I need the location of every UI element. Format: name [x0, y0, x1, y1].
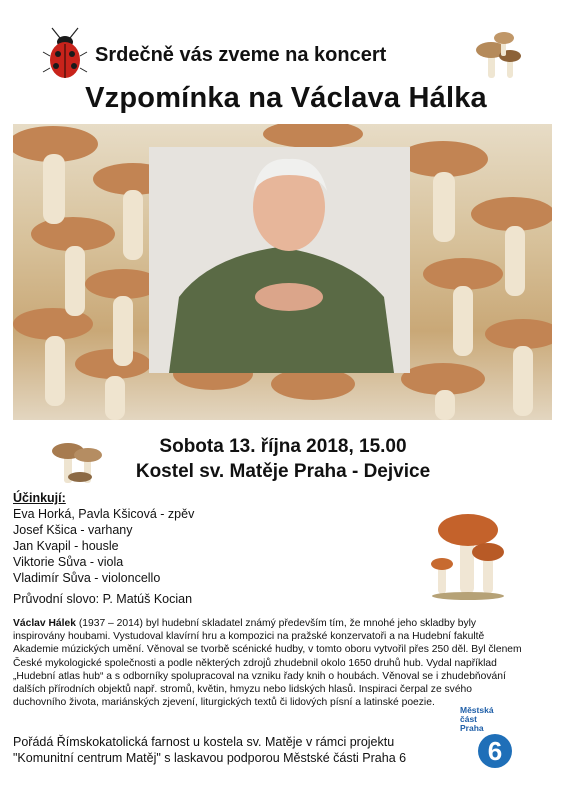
praha6-logo: [460, 706, 515, 770]
portrait-photo: [149, 147, 410, 373]
ladybug-icon: [40, 26, 92, 82]
performers-block: [13, 490, 313, 586]
event-info: [0, 436, 566, 483]
mushroom-icon: [428, 500, 508, 600]
performers-heading: Účinkují:: [13, 491, 66, 505]
logo-number: 6: [478, 734, 512, 768]
footer-line: "Komunitní centrum Matěj" s laskavou podporou Městské části Praha 6: [13, 751, 407, 765]
event-date: Sobota 13. října 2018, 15.00: [159, 436, 407, 457]
performer-item: Vladimír Sůva - violoncello: [13, 571, 161, 585]
concert-title: Vzpomínka na Václava Hálka: [85, 82, 487, 114]
biography-text: [13, 617, 528, 709]
performer-item: Viktorie Sůva - viola: [13, 555, 124, 569]
logo-line: část: [460, 714, 478, 724]
event-place: Kostel sv. Matěje Praha - Dejvice: [135, 461, 431, 482]
bio-name: Václav Hálek: [13, 618, 76, 629]
performer-item: Jan Kvapil - housle: [13, 539, 119, 553]
invitation-subtitle: Srdečně vás zveme na koncert: [95, 44, 387, 66]
logo-line: Praha: [460, 723, 484, 733]
intro-speaker: Průvodní slovo: P. Matúš Kocian: [13, 592, 193, 606]
performer-item: Josef Kšica - varhany: [13, 523, 133, 537]
bio-body: (1937 – 2014) byl hudební skladatel známý především tím, že mnohé jeho skladby byly inspirovány houbami. Vystudoval klavírní hru a kompozici na pražské konzervatoři a na Hudební fakultě Akademie múzických umění. Věnoval se tvorbě scénické hudby, v tomto oboru vytvořil přes 250 děl. Byl členem České mykologické společnosti a podle některých zdrojů zhudebnil okolo 1650 druhů hub. Vydal například „Hudební atlas hub“ a s odborníky spolupracoval na vzniku řady knih o houbách. Věnoval se i zhudebňování dalších přírodních objektů např. stromů, květin, hmyzu nebo lidských hlasů. Inspiraci čerpal ze svého duchovního života, mariánských zjevení, liturgických textů či lidových písní a latinské poezie.: [13, 618, 522, 709]
performer-item: Eva Horká, Pavla Kšicová - zpěv: [13, 507, 195, 521]
mushroom-icon: [474, 28, 526, 84]
logo-text: [460, 706, 500, 733]
organizer-footer: [13, 734, 473, 766]
footer-line: Pořádá Římskokatolická farnost u kostela sv. Matěje v rámci projektu: [13, 735, 395, 749]
logo-line: Městská: [460, 705, 494, 715]
